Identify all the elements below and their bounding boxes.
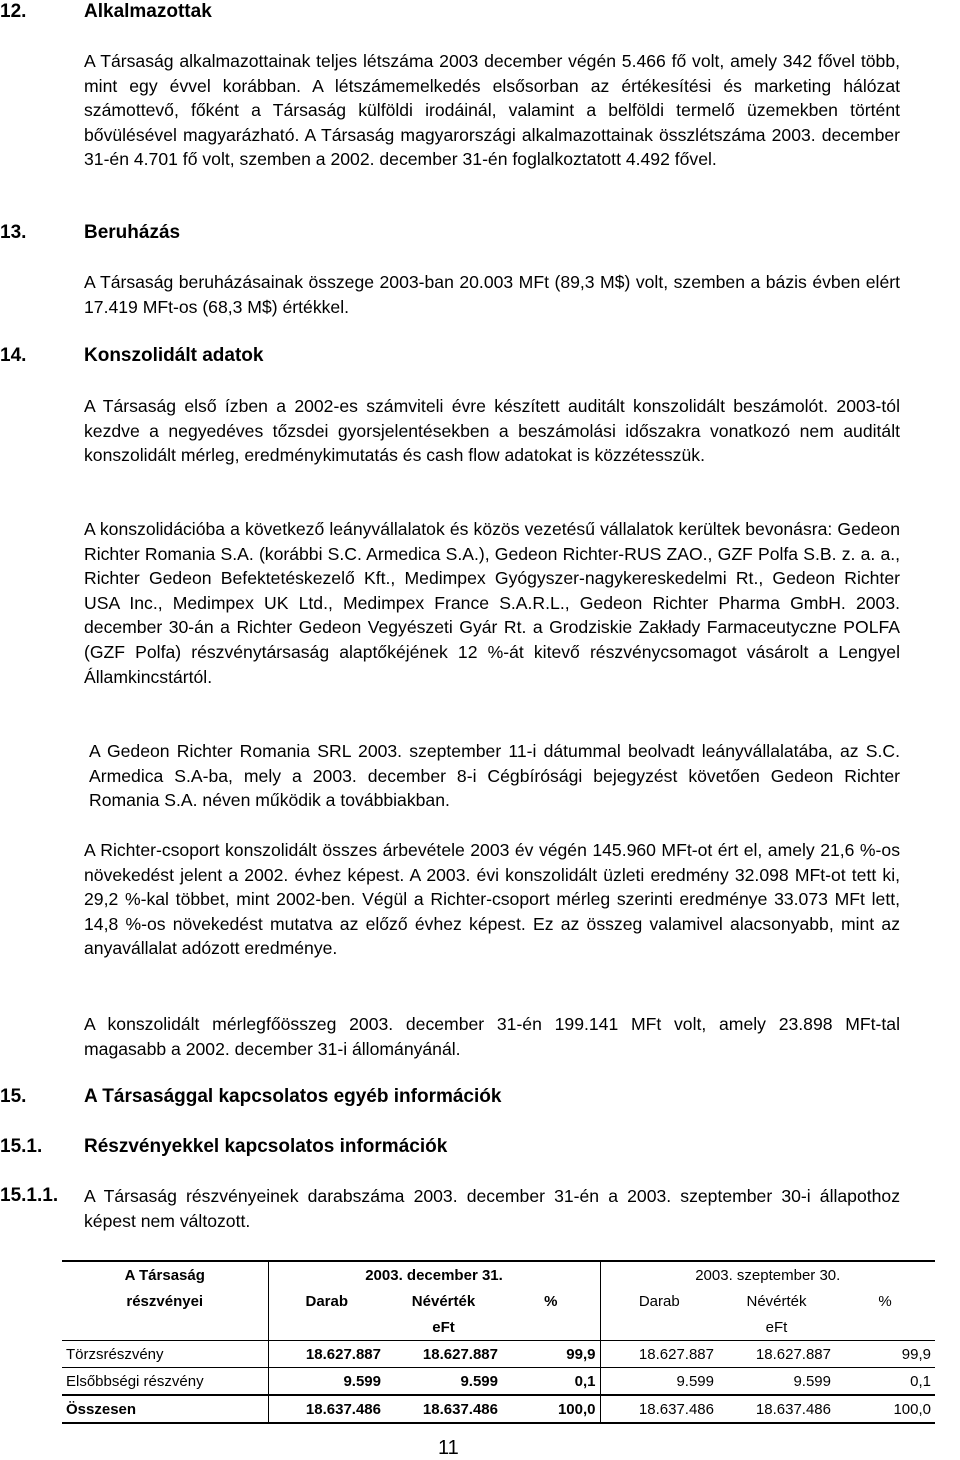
paragraph-consolidated-subsidiaries: A konszolidációba a következő leányvállalatok és közös vezetésű vállalatok kerültek bevonásra: Gedeon Richter Romania S.A. (korábbi S.C. Armedica S.A.), Gedeon Richter-RUS ZAO., GZF Polfa S.B. z. a. a., Richter Gedeon Befektetéskezelő Kft., Medimpex Gyógyszer-nagykereskedelmi Rt., Gedeon Richter USA Inc., Medimpex UK Ltd., Medimpex France S.A.R.L., Gedeon Richter Pharma GmbH. 2003. december 30-án a Richter Gedeon Vegyészeti Gyár Rt. a Grodziskie Zakłady Farmaceutyczne POLFA (GZF Polfa) részvénytársaság alaptőkéjének 12 %-át kitevő részvénycsomagot vásárolt a Lengyel Államkincstártól. <box>84 519 900 687</box>
cell-pct2: 0,1 <box>835 1368 935 1396</box>
table-row <box>62 1341 935 1368</box>
cell-nevertek2: 18.627.887 <box>718 1341 835 1368</box>
table-subheader-row <box>62 1288 935 1314</box>
paragraph-consolidated-intro: A Társaság első ízben a 2002-es számviteli évre készített auditált konszolidált beszámolót. 2003-tól kezdve a negyedéves tőzsdei gyorsjelentésekben a beszámolási időszakra vonatkozó nem auditált konszolidált mérleg, eredménykimutatás és cash flow adatokat is közzétesszük. <box>84 396 900 466</box>
cell-nevertek1: 9.599 <box>385 1368 502 1396</box>
cell-nevertek1: 18.637.486 <box>385 1395 502 1423</box>
cell-nevertek1: 18.627.887 <box>385 1341 502 1368</box>
eft-unit-1: eFt <box>432 1318 455 1336</box>
cell-darab2: 9.599 <box>600 1368 718 1396</box>
darab-header-1: Darab <box>268 1288 385 1314</box>
section-title: Alkalmazottak <box>84 1 212 22</box>
period2-header: 2003. szeptember 30. <box>600 1261 935 1288</box>
paragraph-group-revenue: A Richter-csoport konszolidált összes árbevétele 2003 év végén 145.960 MFt-ot ért el, amely 21,6 %-os növekedést jelent a 2002. évhez képest. A 2003. évi konszolidált üzleti eredmény 32.098 MFt-ot tett ki, 29,2 %-kal többet, mint 2002-ben. Végül a Richter-csoport mérleg szerinti eredménye 33.073 MFt lett, 14,8 %-os növekedést mutatva az előző évhez képest. Ez az összeg valamivel alacsonyabb, mint az anyavállalat adózott eredménye. <box>84 840 900 959</box>
cell-pct1: 0,1 <box>502 1368 600 1396</box>
pct-header-1: % <box>544 1292 558 1310</box>
cell-pct2: 99,9 <box>835 1341 935 1368</box>
cell-darab1: 9.599 <box>268 1368 385 1396</box>
table-unit-row <box>62 1314 935 1341</box>
cell-darab2: 18.637.486 <box>600 1395 718 1423</box>
paragraph-investment: A Társaság beruházásainak összege 2003-ban 20.003 MFt (89,3 M$) volt, szemben a bázis évben elért 17.419 MFt-os (68,3 M$) értékkel. <box>84 272 900 317</box>
corner-label-line1: A Társaság <box>62 1261 268 1288</box>
section-heading-15-1 <box>0 1135 700 1159</box>
cell-pct1: 100,0 <box>502 1395 600 1423</box>
darab-header-2: Darab <box>600 1288 718 1314</box>
section-number: 15. <box>0 1086 27 1107</box>
section-title: A Társasággal kapcsolatos egyéb információk <box>84 1086 502 1107</box>
pct-header-2: % <box>878 1292 892 1310</box>
section-number: 14. <box>0 345 27 366</box>
section-heading-15 <box>0 1085 700 1109</box>
shares-table <box>62 1260 935 1424</box>
table-header-row <box>62 1261 935 1288</box>
cell-darab1: 18.627.887 <box>268 1341 385 1368</box>
section-number: 15.1.1. <box>0 1185 59 1206</box>
paragraph-share-count: A Társaság részvényeinek darabszáma 2003. december 31-én a 2003. szeptember 30-i állapothoz képest nem változott. <box>84 1186 900 1231</box>
section-heading-15-1-1 <box>0 1184 80 1208</box>
cell-darab2: 18.627.887 <box>600 1341 718 1368</box>
section-title: Konszolidált adatok <box>84 345 264 366</box>
eft-unit-2: eFt <box>765 1318 788 1336</box>
paragraph-employees: A Társaság alkalmazottainak teljes létszáma 2003 december végén 5.466 fő volt, amely 342 fővel több, mint egy évvel korábban. A létszámemelkedés elsősorban az értékesítési és marketing hálózat számottevő, főként a Társaság külföldi irodáinál, valamint a belföldi termelő üzemekben történt bővülésével magyarázható. A Társaság magyarországi alkalmazottainak összlétszáma 2003. december 31-én 4.701 fő volt, szemben a 2002. december 31-én foglalkoztatott 4.492 fővel. <box>84 51 900 170</box>
cell-nevertek2: 18.637.486 <box>718 1395 835 1423</box>
section-title: Részvényekkel kapcsolatos információk <box>84 1136 448 1157</box>
section-title: Beruházás <box>84 222 181 243</box>
paragraph-balance-sheet: A konszolidált mérlegfőösszeg 2003. december 31-én 199.141 MFt volt, amely 23.898 MFt-tal magasabb a 2002. december 31-i állományánál. <box>84 1014 900 1059</box>
period1-header: 2003. december 31. <box>268 1261 600 1288</box>
row-label: Elsőbbségi részvény <box>62 1368 268 1396</box>
section-heading-14 <box>0 344 400 368</box>
cell-darab1: 18.637.486 <box>268 1395 385 1423</box>
row-label: Összesen <box>62 1395 268 1423</box>
corner-label-line2: részvényei <box>126 1292 204 1310</box>
cell-nevertek2: 9.599 <box>718 1368 835 1396</box>
row-label: Törzsrészvény <box>62 1341 268 1368</box>
table-total-row <box>62 1395 935 1423</box>
cell-pct2: 100,0 <box>835 1395 935 1423</box>
section-number: 15.1. <box>0 1136 43 1157</box>
table-row <box>62 1368 935 1396</box>
section-heading-12 <box>0 0 400 24</box>
cell-pct1: 99,9 <box>502 1341 600 1368</box>
section-heading-13 <box>0 221 400 245</box>
section-number: 13. <box>0 222 27 243</box>
nevertek-header-1: Névérték <box>411 1292 476 1310</box>
paragraph-romania-merger: A Gedeon Richter Romania SRL 2003. szeptember 11-i dátummal beolvadt leányvállalatába, az S.C. Armedica S.A-ba, mely a 2003. december 8-i Cégbírósági bejegyzést követően Gedeon Richter Romania S.A. néven működik a továbbiakban. <box>89 741 900 811</box>
page-number: 11 <box>438 1437 459 1459</box>
nevertek-header-2: Névérték <box>746 1292 807 1310</box>
section-number: 12. <box>0 1 27 22</box>
